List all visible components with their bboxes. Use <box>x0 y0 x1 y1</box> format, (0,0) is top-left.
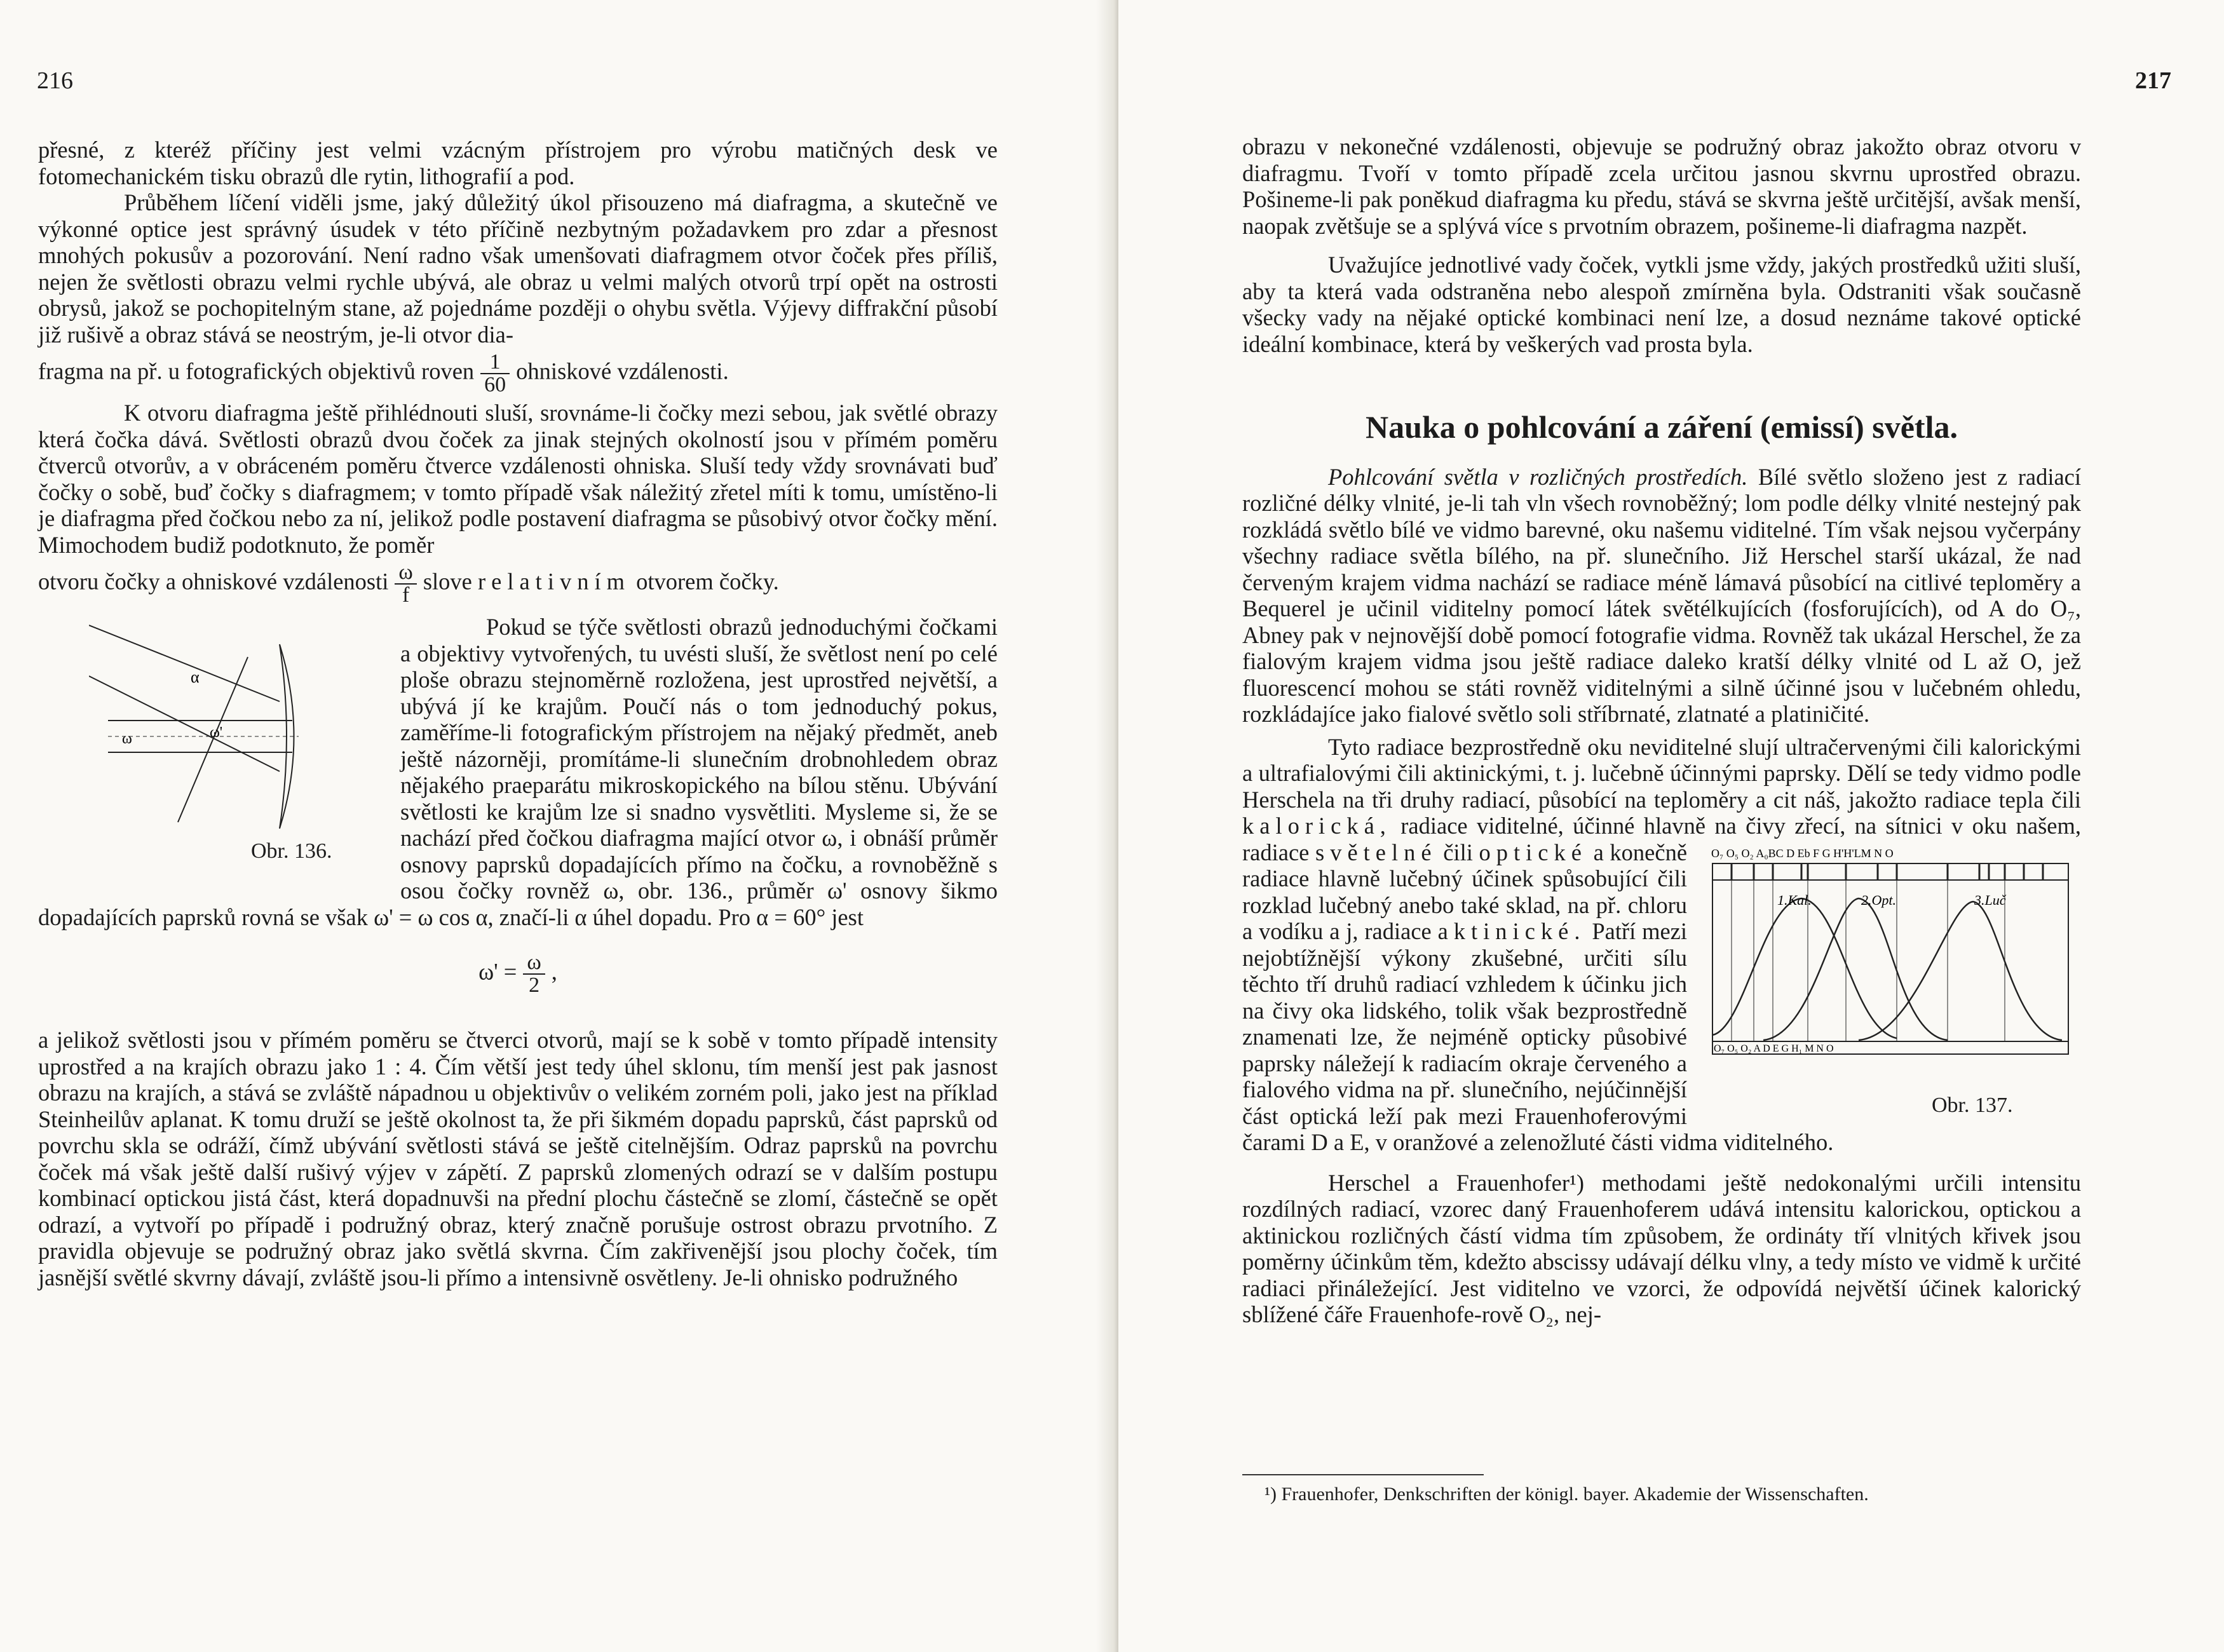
spectrum-top-labels: O₇ O₅ O₂ A₀BC D Eb F G H'H'LM N O <box>1711 846 1894 860</box>
left-paragraph-2 <box>38 189 998 348</box>
right-p4-b: radiace viditelné, účinné hlavně na čivy zřecí, na sítnici v oku našem, radiace <box>1242 813 2082 865</box>
left-p3-end-mid: slove <box>423 568 472 595</box>
fraction-one-sixtieth <box>480 351 510 396</box>
lens-diagram <box>89 619 330 835</box>
left-page-number: 216 <box>37 67 73 94</box>
right-text-column <box>1242 133 2081 1328</box>
right-p3-italic: Pohlcování světla v rozličných prostředích. <box>1328 463 1748 490</box>
left-p3-spaced-word: relativním <box>477 568 630 595</box>
fraction-denominator: f <box>402 583 410 607</box>
left-p3-end-text: otvoru čočky a ohniskové vzdálenosti <box>38 568 389 595</box>
right-paragraph-3 <box>1242 464 2081 728</box>
left-paragraph-3: K otvoru diafragma ještě přihlédnouti sluší, srovnáme-li čočky mezi sebou, jak světlé obrazy která čočka dává. Světlosti obrazů dvou čoček za jinak stejných okolností jsou v přímém poměru čtverců otvorův, a v obráceném poměru čtverce vzdálenosti ohniska. Sluší tedy vždy srovnávati buď čočky o sobě, buď čočky s diafragmem; v tomto případě však náležitý zřetel míti k tomu, umístěno-li je diafragma před čočkou nebo za ní, jelikož podle postavení diafragma se působivý otvor čočky mění. Mimochodem budiž podotknuto, že poměr <box>38 400 998 558</box>
equation-fraction <box>523 952 545 996</box>
equation-lhs: ω' = <box>478 958 517 985</box>
fraction-denominator: 60 <box>484 373 506 396</box>
curve-actinic <box>1859 902 2062 1040</box>
spectrum-band-top <box>1712 863 2068 880</box>
figure-136 <box>38 619 381 892</box>
equation-tail: , <box>551 958 557 985</box>
right-page-number: 217 <box>2135 67 2171 94</box>
footnote: ¹) Frauenhofer, Denkschriften der königl. bayer. Akademie der Wissenschaften. <box>1265 1484 1869 1505</box>
left-p2-end-text-after: ohniskové vzdálenosti. <box>516 358 729 384</box>
right-p4-spaced-3: optické <box>1479 839 1587 865</box>
right-paragraph-1: obrazu v nekonečné vzdálenosti, objevuje se podružný obraz jakožto obraz otvoru v diafragmu. Tvoří v tomto případě zcela určitou jasnou skvrnu uprostřed obrazu. Pošineme-li pak poněkud diafragma ku předu, stává se skvrna ještě určitější, avšak menší, naopak zvětšuje se a splývá více s prvotním obrazem, pošineme-li diafragma nazpět. <box>1242 133 2081 239</box>
fraction-numerator: 1 <box>480 351 510 374</box>
figure-136-caption: Obr. 136. <box>251 839 332 863</box>
right-p4-spaced-1: kalorická, <box>1242 813 1392 839</box>
left-p2-main: Průběhem líčení viděli jsme, jaký důležitý úkol přisouzeno má diafragma, a skutečně ve výkonné optice jest správný úsudek v této příčině nezbytným požadavkem pro zdar a přesnost mnohých pokusův a pozorování. Není radno však umenšovati diafragmem otvor čoček přes příliš, nejen že světlosti obrazu velmi rychle ubývá, ale obraz u velmi malých otvorů trpí opět na ostrosti obrysů, jakož se pochopitelným stane, až pojednáme později o ohybu světla. Výjevy diffrakční působí již rušivě a obraz stává se neostrým, je-li otvor dia- <box>38 189 998 348</box>
right-p4-spaced-2: světelné <box>1315 839 1437 865</box>
fraction-omega-f <box>395 562 416 606</box>
fraction-numerator: ω <box>523 952 545 975</box>
right-p4-d: a konečně radiace hlavně lučebný účinek spůsobující čili rozklad lučebný anebo také sklad, na př. chloru a vodíku a j, radiace <box>1242 839 1688 944</box>
right-paragraph-5: Herschel a Frauenhofer¹) methodami ještě nedokonalými určili intensitu rozdílných radiací, vzorec daný Frauenhoferem udává intensitu kalorickou, optickou a aktinickou rozličných částí vidma tím způsobem, že ordináty tří vlnitých křivek jsou poměrny účinkům těm, kdežto abscissy udávají délku vlny, a tedy místo ve vidmě k určité radiaci přináležející. Jest viditelno ve vzorci, že odpovídá největší účinek kalorický sblížené čáře Frauenhofe-rově O₂, nej- <box>1242 1169 2081 1327</box>
curve-label-actinic: 3.Luč <box>1974 891 2006 908</box>
left-text-column <box>38 137 998 1290</box>
fraction-numerator: ω <box>395 562 416 585</box>
left-p2-end-text: fragma na př. u fotografických objektivů roven <box>38 358 475 384</box>
label-omega-prime: ω' <box>210 724 223 741</box>
spectrum-bottom-labels: O₇ O₅ O₂ A D E G H₁ M N O <box>1714 1043 1834 1054</box>
spectrum-intensity-diagram <box>1706 844 2075 1092</box>
left-p3-end <box>38 562 998 606</box>
right-paragraph-4 <box>1242 734 2081 1156</box>
curve-label-optical: 2.Opt. <box>1861 891 1896 908</box>
left-p2-end <box>38 351 998 396</box>
right-p4-spaced-4: aktinické. <box>1437 918 1586 944</box>
right-page <box>1118 0 2224 1652</box>
label-omega: ω <box>122 731 132 747</box>
figure-137 <box>1700 839 2081 1125</box>
right-p3-text: Bílé světlo složeno jest z radiací rozličné délky vlnité, je-li tah vln všech rovnoběžný; lom podle délky vlnité nestejný pak rozkládá světlo bílé ve vidmo barevné, oku našemu viditelné. Tím však nejsou vyčerpány všechny radiace světla bílého, na př. slunečního. Již Herschel starší ukázal, že nad červeným krajem vidma nachází se radiace méně lámavá působící na citlivé teploměry a Bequerel je učinil viditelny pomocí látek světélkujících (fosforujících), od A do O₇, Abney pak v nejnovější době pomocí fotografie vidma. Rovněž tak ukázal Herschel, že za fialovým krajem vidma jsou ještě radiace daleko kratší délky vlnité od L až O, jež fluorescencí mohou se státi rovněž viditelnými a silně účinné jsou v lučebném ohledu, rozkládajíce jako fialové světlo soli stříbrnaté, zlatnaté a platiničité. <box>1242 463 2082 727</box>
right-p4-c: čili <box>1443 839 1473 865</box>
right-p4-e: Patří mezi nejobtížnější výkony zkušebné, určiti sílu těchto tří druhů radiací vzhledem k účinku jich na čivy oka lidského, tolik však bezprostředně znamenati lze, že nejméně opticky působivé paprsky náležejí k radiacím okraje červeného a fialového vidma na př. slunečního, nejúčinnější část optická leží pak mezi Frauenhoferovými čarami D a E, v oranžové a zelenožluté části vidma viditelného. <box>1242 918 1834 1155</box>
left-paragraph-5: a jelikož světlosti jsou v přímém poměru se čtverci otvorů, mají se k sobě v tomto případě intensity uprostřed a na krajích obrazu jako 1 : 4. Čím větší jest tedy úhel sklonu, tím menší jest pak jasnost obrazu na krajích, a stává se zvláště nápadnou u objektivův o velikém zorném poli, jako jest na příklad Steinheilův aplanat. K tomu druží se ještě okolnost ta, že při šikmém dopadu paprsků, část paprsků od povrchu skla se odráží, čímž ubývání světlosti stává se ještě citelnějším. Odraz paprsků na povrchu čoček má však ještě další rušivý výjev v zápětí. Z paprsků zlomených odrazí se v dalším postupu kombinací optickou jistá část, která dopadnuvši na přední plochu částečně se zlomí, částečně se opět odrazí, a vytvoří po případě i podružný obraz, který značně porušuje ostrost obrazu prvotního. Z pravidla objevuje se podružný obraz jako světlá skvrna. Čím zakřivenější jsou plochy čoček, tím jasnější světlé skvrny dávají, zvláště jsou-li přímo a intensivně osvětleny. Je-li ohnisko podružného <box>38 1027 998 1290</box>
right-p4-a: Tyto radiace bezprostředně oku neviditelné slují ultračervenými čili kalorickými a ultrafialovými čili aktinickými, t. j. lučebně účinnými paprsky. Dělí se tedy vidmo podle Herschela na tři druhy radiací, působící na teploměry a cit náš, jakožto radiace tepla čili <box>1242 733 2081 813</box>
left-p4-text: Pokud se týče světlosti obrazů jednoduchými čočkami a objektivy vytvořených, tu uvésti sluší, že světlost není po celé ploše obrazu stejnoměrně rozložena, jest uprostřed největší, a ubývá jí ke krajům. Poučí nás o tom jednoduchý pokus, zaměříme-li fotografickým přístrojem na nějaký předmět, aneb ještě názorněji, promítáme-li slunečním drobnohledem obraz nějakého praeparátu mikroskopického na bílou stěnu. Ubývání světlosti ke krajům lze si snadno vysvětliti. Mysleme si, že se nachází před čočkou diafragma mající otvor ω, i obnáší průměr osnovy paprsků dopadajících přímo na čočku, a rovnoběžně s osou čočky rovněž ω, obr. 136., průměr ω' osnovy šikmo dopadajících paprsků rovná se však ω' = ω cos α, značí-li α úhel dopadu. Pro α = 60° jest <box>38 614 998 930</box>
fraction-denominator: 2 <box>529 973 540 997</box>
right-paragraph-2: Uvažujíce jednotlivé vady čoček, vytkli jsme vždy, jakých prostředků užiti sluší, aby ta která vada odstraněna nebo alespoň zmírněna byla. Odstraniti však současně všecky vady na nějaké optické kombinaci není lze, a dosud neznáme takové optické ideální kombinace, která by veškerých vad prosta byla. <box>1242 252 2081 357</box>
left-paragraph-4 <box>38 614 998 930</box>
label-alpha: α <box>191 668 200 686</box>
left-p3-end-after: otvorem čočky. <box>636 568 779 595</box>
section-title: Nauka o pohlcování a záření (emissí) světla. <box>1366 409 1958 445</box>
curve-optical <box>1763 898 1948 1040</box>
figure-137-caption: Obr. 137. <box>1932 1093 2013 1117</box>
footnote-rule <box>1242 1474 1484 1475</box>
curve-caloric <box>1712 898 1897 1038</box>
curve-label-caloric: 1.Kal. <box>1777 891 1812 908</box>
equation-omega-half <box>38 952 998 996</box>
fraunhofer-lines-top <box>1732 863 2043 880</box>
left-paragraph-1: přesné, z kteréž příčiny jest velmi vzácným přístrojem pro výrobu matičných desk ve fotomechanickém tisku obrazů dle rytin, lithografií a pod. <box>38 137 998 189</box>
